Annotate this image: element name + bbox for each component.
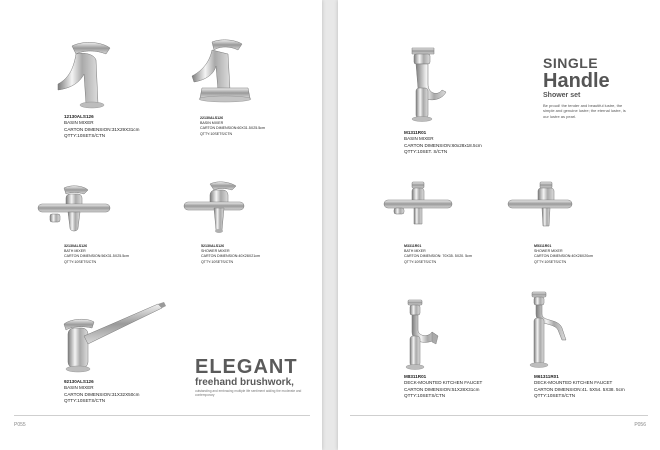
page-number: P056 [634,422,646,428]
footer-divider [350,415,648,416]
catalog-page-left [0,0,322,450]
product-type: SHOWER MIXER [534,249,563,254]
basin-mixer-image [50,38,128,110]
product-spec [64,244,129,265]
product-type: BASIN MIXER [64,385,94,391]
tagline-note: Be proud! the tender and beautiful lustre, the simple and genuine lustre; the eternal lustre, is our lustre as pearl. [543,103,626,119]
product-type: BASIN MIXER [64,120,94,126]
tagline-line1: SINGLE [543,55,599,71]
product-type: DECK-MOUNTED KITCHEN FAUCET [404,380,483,386]
carton-dimension: CARTON DIMENSION:40X28X20cm [534,254,593,259]
quantity: QTTY:10SETS/CTN [404,393,446,399]
quantity: QTTY:10SETS/CTN [64,398,106,404]
product-spec [534,374,625,400]
kitchen-mixer-image [58,300,178,380]
quantity: QTTY:10SET. S/CTN [404,149,448,155]
product-spec [404,130,482,156]
product-spec [64,379,139,405]
product-code: M8311R01 [404,374,427,379]
carton-dimension: CARTON DIMENSION:60x28x18.5cm [404,142,482,148]
quantity: QTTY:10SETS/CTN [534,259,567,264]
bath-mixer-image [34,184,114,240]
carton-dimension: CARTON DIMENSION:31X29X31cm [64,126,140,132]
product-code: 92130ALS126 [64,379,94,384]
footer-divider [14,415,310,416]
carton-dimension: CARTON DIMENSION:56X31.5X25.5cm [64,254,129,259]
product-code: 12130ALS126 [64,114,94,119]
product-spec [534,244,593,265]
product-code: M1311R01 [404,130,427,135]
tall-basin-mixer-image [394,44,454,124]
basin-mixer-image [188,36,258,108]
catalog-page-right [338,0,660,450]
product-code: 22130ALS126 [200,116,224,120]
product-type: DECK-MOUNTED KITCHEN FAUCET [534,380,613,386]
product-spec [404,374,482,400]
carton-dimension: CARTON DIMENSION:31X32X50cm [64,391,140,397]
product-code: 52130ALS126 [201,244,225,248]
product-type: BASIN MIXER [404,136,434,142]
quantity: QTTY:10SETS/CTN [64,259,97,264]
bath-mixer-image [382,178,454,238]
quantity: QTTY:10SETS/CTN [201,259,234,264]
carton-dimension: CARTON DIMENSION: 70X35. 5X20. 5cm [404,254,472,259]
product-code: 32130ALS126 [64,244,88,248]
product-type: BATH MIXER [64,249,86,254]
carton-dimension: CARTON DIMENSION:51X28X31cm [404,386,480,392]
product-spec [404,244,472,265]
product-type: BASIN MIXER [200,121,224,126]
product-spec [201,244,260,265]
tagline-line2: Handle [543,70,610,92]
quantity: QTTY:10SETS/CTN [200,131,233,136]
quantity: QTTY:10SETS/CTN [64,133,106,139]
product-code: M3311R01 [404,244,422,248]
product-spec [64,114,139,140]
carton-dimension: CARTON DIMENSION:40X28X21cm [201,254,260,259]
tagline-note: outstanding and embracing multiple life sentiment adding the moderate and contemporary [195,389,302,398]
carton-dimension: CARTON DIMENSION:60X31.5X25.5cm [200,126,265,131]
elegant-tagline [195,357,305,397]
tagline-title: ELEGANT [195,356,298,378]
product-type: BATH MIXER [404,249,426,254]
carton-dimension: CARTON DIMENSION:41. 5X54. 5X38. 5cm [534,386,625,392]
shower-mixer-image [506,178,576,238]
product-code: M5311R01 [534,244,552,248]
kitchen-faucet-image [394,296,450,372]
page-number: P055 [14,422,26,428]
tagline-subtitle: freehand brushwork, [195,377,294,388]
tall-kitchen-faucet-image [518,288,578,372]
product-type: SHOWER MIXER [201,249,230,254]
shower-mixer-image [180,180,250,240]
product-code: M61311R01 [534,374,559,379]
product-spec [200,116,265,137]
quantity: QTTY:10SETS/CTN [534,393,576,399]
tagline-line3: Shower set [543,92,581,99]
single-handle-tagline [543,56,639,119]
quantity: QTTY:10SETS/CTN [404,259,437,264]
